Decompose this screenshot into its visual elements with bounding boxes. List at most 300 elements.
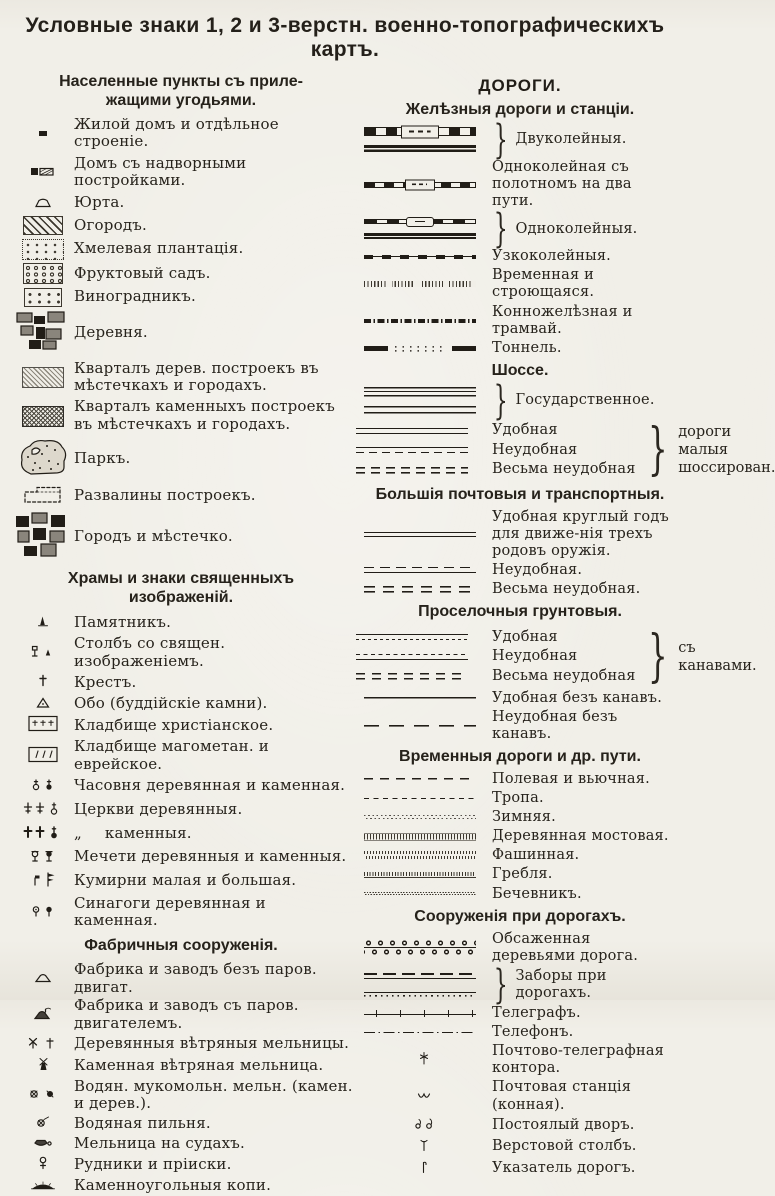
sacred-post-icon — [28, 643, 58, 663]
legend-label: Удобная безъ канавъ. — [492, 689, 662, 706]
legend-label: Кумирни малая и большая. — [74, 871, 297, 890]
legend-row — [356, 931, 684, 965]
legend-label: Почтово-телеграфная контора. — [492, 1043, 665, 1077]
legend-row — [356, 1024, 684, 1041]
verst-post-icon — [418, 1137, 430, 1157]
legend-label: Обсаженная деревьями дорога. — [492, 930, 639, 964]
brace-glyph: } — [493, 961, 508, 1008]
house-solid-icon — [30, 124, 56, 143]
symbol-cell — [12, 694, 74, 713]
legend-label: Фабрика и заводъ безъ паров. двигат. — [74, 960, 317, 996]
coal-icon — [29, 1176, 57, 1195]
legend-row — [356, 1079, 684, 1113]
legend-row — [12, 263, 356, 284]
mine-icon — [36, 1154, 50, 1175]
legend-row — [12, 823, 356, 845]
section-temples — [12, 570, 356, 930]
legend-row — [12, 635, 356, 670]
brace-group — [356, 417, 775, 482]
symbol-cell — [356, 531, 492, 539]
legend-label: Тропа. — [492, 790, 544, 806]
legend-row — [12, 870, 356, 893]
symbol-cell — [12, 643, 74, 663]
factory-steam-icon — [31, 1006, 55, 1025]
church-stone-icon — [22, 823, 64, 845]
symbol-cell — [12, 847, 74, 868]
legend-label: Указатель дорогъ. — [492, 1160, 636, 1177]
legend-label: Весьма неудобная — [492, 461, 636, 478]
legend-label: Двуколейныя. — [515, 131, 627, 148]
symbol-cell — [12, 1056, 74, 1077]
legend-label: Деревня. — [74, 323, 148, 342]
symbol-stack — [356, 127, 492, 152]
windmill-wood-icon — [26, 1034, 60, 1055]
legend-label: Бечевникъ. — [492, 885, 582, 902]
country-plain-symbol — [364, 696, 476, 700]
legend-label: Тоннель. — [492, 339, 562, 356]
brace-glyph: } — [493, 206, 508, 253]
brace-glyph: } — [647, 417, 668, 482]
legend-row — [356, 629, 638, 646]
garden-icon — [23, 216, 63, 235]
legend-row — [12, 437, 356, 481]
rail-horse-symbol — [364, 319, 476, 323]
legend-label: Постоялый дворъ. — [492, 1116, 635, 1133]
legend-row — [12, 360, 356, 395]
hwy-bad-symbol — [356, 446, 468, 455]
symbol-cell — [12, 511, 74, 563]
park-icon — [18, 437, 68, 481]
symbol-cell — [12, 746, 74, 767]
section-heading: Храмы и знаки священныхъ изображеній. — [67, 570, 295, 607]
legend-label: Одноколейныя. — [515, 220, 638, 237]
symbol-cell — [12, 1114, 74, 1133]
legend-label: Неудобная — [492, 441, 578, 458]
legend-label: Городъ и мѣстечко. — [74, 527, 233, 546]
symbol-cell — [12, 263, 74, 284]
legend-row — [12, 895, 356, 930]
legend-row — [12, 1114, 356, 1133]
symbol-cell — [356, 1028, 492, 1037]
symbol-cell — [12, 715, 74, 736]
legend-row — [12, 1056, 356, 1077]
symbol-cell — [12, 969, 74, 988]
town-icon — [14, 511, 72, 563]
symbol-cell — [356, 1159, 492, 1179]
telegraph-symbol — [364, 1009, 476, 1018]
cross-icon — [35, 672, 51, 692]
legend-label: Гребля. — [492, 866, 553, 883]
legend-label: Каменная вѣтряная мельница. — [74, 1056, 324, 1075]
obo-icon — [34, 694, 52, 713]
symbol-cell — [356, 254, 492, 260]
section-country-roads — [356, 603, 757, 743]
mosque-icon — [28, 847, 58, 868]
country-dash-symbol — [364, 724, 476, 728]
legend-row — [12, 288, 356, 307]
legend-label: „ каменныя. — [74, 823, 192, 842]
legend-label: Мечети деревянныя и каменныя. — [74, 847, 347, 866]
symbol-cell — [12, 310, 74, 356]
legend-row — [12, 511, 356, 563]
legend-label: Телефонъ. — [492, 1024, 574, 1041]
legend-label: Одноколейная съ полотномъ на два пути. — [492, 158, 632, 210]
rail-double-a-symbol — [364, 127, 476, 136]
boat-mill-icon — [32, 1134, 54, 1153]
symbol-cell — [12, 406, 74, 427]
legend-label: Полевая и вьючная. — [492, 770, 650, 787]
legend-row — [12, 997, 356, 1032]
legend-row — [356, 709, 684, 743]
symbol-cell — [12, 1006, 74, 1025]
section-heading: Населенные пункты съ приле- жащими угодьями. — [59, 73, 303, 109]
post-office-icon — [417, 1049, 431, 1071]
legend-label: Удобная круглый годъ для движе-нія трехъ родовъ оружія. — [492, 508, 669, 560]
fence-a-symbol — [364, 972, 476, 981]
legend-label: Фабрика и заводъ съ паров. двигателемъ. — [74, 996, 299, 1033]
roads-sections — [356, 101, 775, 1179]
legend-row — [12, 847, 356, 868]
symbol-cell — [12, 1034, 74, 1055]
rail-single-a-symbol — [364, 219, 476, 224]
legend-row — [356, 1116, 684, 1135]
section-factory — [12, 937, 356, 1195]
legend-row — [12, 239, 356, 260]
village-icon — [15, 310, 71, 356]
field-road-symbol — [364, 777, 476, 781]
symbol-cell — [356, 939, 492, 956]
legend-row — [12, 1176, 356, 1195]
legend-row — [356, 668, 638, 685]
symbol-cell — [356, 1087, 492, 1106]
orchard-icon — [23, 263, 63, 284]
legend-label: Водяная пильня. — [74, 1113, 211, 1132]
legend-label: Каменноугольныя копи. — [74, 1175, 272, 1194]
factory-icon — [32, 969, 54, 988]
legend-row — [356, 206, 684, 253]
group-rows — [356, 626, 638, 687]
section-heading: Шоссе. — [491, 361, 549, 379]
legend-label: Конножелѣзная и трамвай. — [492, 303, 633, 337]
vineyard-icon — [24, 288, 62, 307]
section-heading: Большія почтовыя и транспортныя. — [375, 486, 665, 504]
country-worse-symbol — [356, 672, 468, 681]
legend-label: Огородъ. — [74, 215, 147, 234]
legend-label: Верстовой столбъ. — [492, 1138, 637, 1155]
brace-glyph: } — [647, 623, 668, 689]
hwy-worse-symbol — [356, 466, 468, 475]
winter-symbol — [364, 814, 476, 821]
legend-row — [356, 248, 684, 265]
symbol-cell — [12, 1176, 74, 1195]
legend-label: Деревянныя вѣтряныя мельницы. — [74, 1034, 350, 1053]
legend-row — [356, 304, 684, 338]
symbol-cell — [12, 776, 74, 797]
fence-b-symbol — [364, 990, 476, 998]
legend-row — [356, 1043, 684, 1077]
legend-row — [356, 790, 684, 807]
cemetery-christian-icon — [28, 715, 58, 736]
symbol-cell — [12, 1154, 74, 1175]
legend-label: Часовня деревянная и каменная. — [74, 776, 346, 795]
tunnel-symbol — [364, 345, 476, 352]
symbol-cell — [356, 1049, 492, 1071]
legend-label: Почтовая станція (конная). — [492, 1079, 632, 1113]
group-rows — [356, 420, 638, 481]
legend-label: Удобная — [492, 422, 558, 439]
legend-row — [356, 1005, 684, 1022]
legend-row — [356, 377, 684, 424]
symbol-cell — [356, 585, 492, 594]
rail-single-b-symbol — [364, 233, 476, 239]
section-settlements — [12, 73, 356, 563]
legend-row — [12, 194, 356, 213]
legend-row — [356, 828, 684, 845]
legend-label: Кварталъ дерев. построекъ въ мѣстечкахъ и городахъ. — [74, 358, 319, 395]
symbol-cell — [12, 823, 74, 845]
legend-row — [12, 613, 356, 633]
legend-label: Домъ съ надворными постройками. — [74, 153, 247, 190]
legend-label: Телеграфъ. — [492, 1004, 581, 1021]
symbol-cell — [12, 124, 74, 143]
brace-glyph: } — [493, 116, 508, 163]
legend-row — [12, 961, 356, 996]
telephone-symbol — [364, 1028, 476, 1037]
legend-row — [12, 1034, 356, 1055]
block-wood-icon — [22, 367, 64, 388]
legend-row — [356, 116, 684, 163]
legend-label: Виноградникъ. — [74, 287, 196, 306]
columns — [8, 66, 775, 1196]
greblya-symbol — [364, 871, 476, 879]
symbol-stack — [356, 219, 492, 239]
symbol-cell — [356, 797, 492, 801]
legend-row — [12, 1154, 356, 1175]
symbol-cell — [12, 194, 74, 213]
legend-row — [356, 809, 684, 826]
path-symbol — [364, 797, 476, 801]
legend-label: Паркъ. — [74, 449, 131, 468]
legend-label: Мельница на судахъ. — [74, 1133, 245, 1152]
symbol-cell — [356, 696, 492, 700]
legend-label: Весьма неудобная — [492, 668, 636, 685]
legend-row — [12, 1134, 356, 1153]
symbol-cell — [12, 870, 74, 893]
symbol-cell — [12, 672, 74, 692]
cemetery-moslem-icon — [28, 746, 58, 767]
hwy-good-symbol — [356, 427, 468, 435]
plank-symbol — [364, 833, 476, 841]
symbol-cell — [356, 833, 492, 841]
legend-label: Весьма неудобная. — [492, 581, 641, 598]
legend-label: Государственное. — [515, 392, 655, 409]
legend-row — [356, 340, 684, 357]
symbol-cell — [356, 345, 492, 352]
legend-label: Неудобная — [492, 648, 578, 665]
legend-label: Удобная — [492, 628, 558, 645]
section-heading: Временныя дороги и др. пути. — [399, 748, 641, 766]
towpath-symbol — [364, 891, 476, 897]
kumirnya-icon — [28, 870, 58, 893]
rail-double-b-symbol — [364, 145, 476, 152]
rail-temp-symbol — [364, 281, 476, 287]
legend-row — [12, 116, 356, 151]
legend-label: Временная и строющаяся. — [492, 267, 595, 301]
legend-row — [356, 690, 684, 707]
yurt-icon — [32, 194, 54, 213]
hops-icon — [22, 239, 64, 260]
legend-row — [12, 155, 356, 190]
legend-row — [356, 1137, 684, 1157]
section-post-roads — [356, 486, 684, 598]
legend-label: Памятникъ. — [74, 613, 172, 632]
symbol-cell — [12, 485, 74, 508]
legend-label: Водян. мукомольн. мельн. (камен. и дерев.). — [74, 1076, 353, 1113]
legend-label: Зимняя. — [492, 809, 556, 826]
legend-row — [12, 1078, 356, 1113]
section-heading: Сооруженія при дорогахъ. — [414, 907, 626, 925]
block-stone-icon — [22, 406, 64, 427]
legend-row — [356, 581, 684, 598]
fascine-symbol — [364, 851, 476, 860]
legend-label: Деревянная мостовая. — [492, 828, 669, 845]
section-railways — [356, 101, 684, 357]
symbol-stack — [356, 972, 492, 998]
brace-glyph: } — [493, 377, 508, 424]
symbol-cell — [12, 367, 74, 388]
legend-row — [12, 216, 356, 235]
section-heading: Проселочныя грунтовыя. — [418, 603, 622, 621]
symbol-cell — [356, 777, 492, 781]
page-title: Условные знаки 1, 2 и 3-верстн. военно-топографическихъ картъ. — [25, 14, 665, 61]
house-yard-icon — [28, 163, 58, 182]
legend-label: Неудобная. — [492, 562, 583, 579]
legend-label: Узкоколейныя. — [492, 248, 611, 265]
symbol-cell — [356, 871, 492, 879]
legend-row — [356, 847, 684, 864]
hwy-state-a-symbol — [364, 387, 476, 397]
legend-label: Фашинная. — [492, 847, 580, 864]
legend-row — [12, 799, 356, 821]
legend-row — [356, 509, 684, 560]
legend-label: Церкви деревянныя. — [74, 799, 243, 818]
legend-row — [356, 159, 684, 210]
legend-row — [356, 866, 684, 883]
post-good-symbol — [364, 531, 476, 539]
synagogue-icon — [29, 902, 57, 923]
symbol-cell — [356, 1137, 492, 1157]
symbol-cell — [12, 437, 74, 481]
section-chaussee — [356, 361, 775, 482]
legend-row — [356, 422, 638, 439]
legend-label: Столбъ со священ. изображеніемъ. — [74, 634, 226, 670]
symbol-cell — [356, 281, 492, 287]
legend-row — [12, 738, 356, 773]
post-worse-symbol — [364, 585, 476, 594]
windmill-stone-icon — [34, 1056, 52, 1077]
legend-label: Развалины построекъ. — [74, 486, 256, 505]
symbol-cell — [356, 1009, 492, 1018]
legend-label: Кварталъ каменныхъ построекъ въ мѣстечкахъ и городахъ. — [74, 397, 336, 434]
legend-label: Кладбище магометан. и еврейское. — [74, 737, 269, 774]
symbol-cell — [12, 1134, 74, 1153]
legend-row — [12, 694, 356, 713]
legend-row — [12, 776, 356, 797]
symbol-cell — [356, 566, 492, 575]
symbol-cell — [12, 902, 74, 923]
legend-label: Хмелевая плантація. — [74, 239, 244, 258]
legend-label: Крестъ. — [74, 672, 137, 691]
legend-row — [356, 648, 638, 665]
symbol-cell — [356, 182, 492, 188]
symbol-cell — [12, 799, 74, 821]
symbol-cell — [12, 1086, 74, 1105]
symbol-cell — [356, 319, 492, 323]
sawmill-icon — [33, 1114, 53, 1133]
legend-row — [356, 562, 684, 579]
legend-row — [12, 310, 356, 356]
legend-label: Кладбище христіанское. — [74, 716, 274, 735]
legend-row — [356, 886, 684, 903]
legend-label: Рудники и пріиски. — [74, 1154, 232, 1173]
rail-narrow-symbol — [364, 254, 476, 260]
legend-row — [356, 461, 638, 478]
church-wood-icon — [22, 799, 64, 821]
ruins-icon — [23, 485, 63, 508]
hwy-state-b-symbol — [364, 406, 476, 414]
legend-label: Фруктовый садъ. — [74, 263, 211, 282]
section-heading: Желѣзныя дороги и станціи. — [405, 101, 635, 118]
chapel-icon — [29, 776, 57, 797]
symbol-cell — [12, 288, 74, 307]
section-road-structures — [356, 908, 684, 1179]
symbol-stack — [356, 387, 492, 414]
legend-label: Юрта. — [74, 193, 125, 212]
legend-row — [356, 267, 684, 301]
brace-label: съ канавами. — [678, 639, 757, 675]
legend-row — [12, 485, 356, 508]
post-bad-symbol — [364, 566, 476, 575]
symbol-cell — [12, 613, 74, 633]
section-heading: Фабричныя сооруженія. — [84, 937, 278, 955]
brace-group — [356, 623, 757, 689]
right-column — [356, 66, 775, 1181]
roads-title: ДОРОГИ. — [478, 76, 562, 95]
legend-row — [356, 1159, 684, 1179]
legend-row — [356, 771, 684, 788]
symbol-cell — [356, 724, 492, 728]
legend-label: Жилой домъ и отдѣльное строеніе. — [74, 114, 279, 151]
brace-label: дороги малыя шоссирован. — [678, 424, 775, 477]
legend-label: Неудобная безъ канавъ. — [492, 708, 618, 742]
rail-1to2-symbol — [364, 182, 476, 188]
legend-row — [356, 442, 638, 459]
symbol-cell — [356, 1116, 492, 1135]
monument-icon — [33, 613, 53, 633]
legend-row — [356, 961, 684, 1008]
legend-row — [12, 672, 356, 692]
symbol-cell — [12, 216, 74, 235]
legend-row — [12, 398, 356, 433]
left-column — [8, 66, 356, 1196]
symbol-cell — [356, 891, 492, 897]
symbol-cell — [356, 851, 492, 860]
country-good-symbol — [356, 633, 468, 642]
inn-icon — [412, 1116, 436, 1135]
symbol-cell — [12, 239, 74, 260]
watermill-icon — [27, 1086, 59, 1105]
legend-row — [12, 715, 356, 736]
